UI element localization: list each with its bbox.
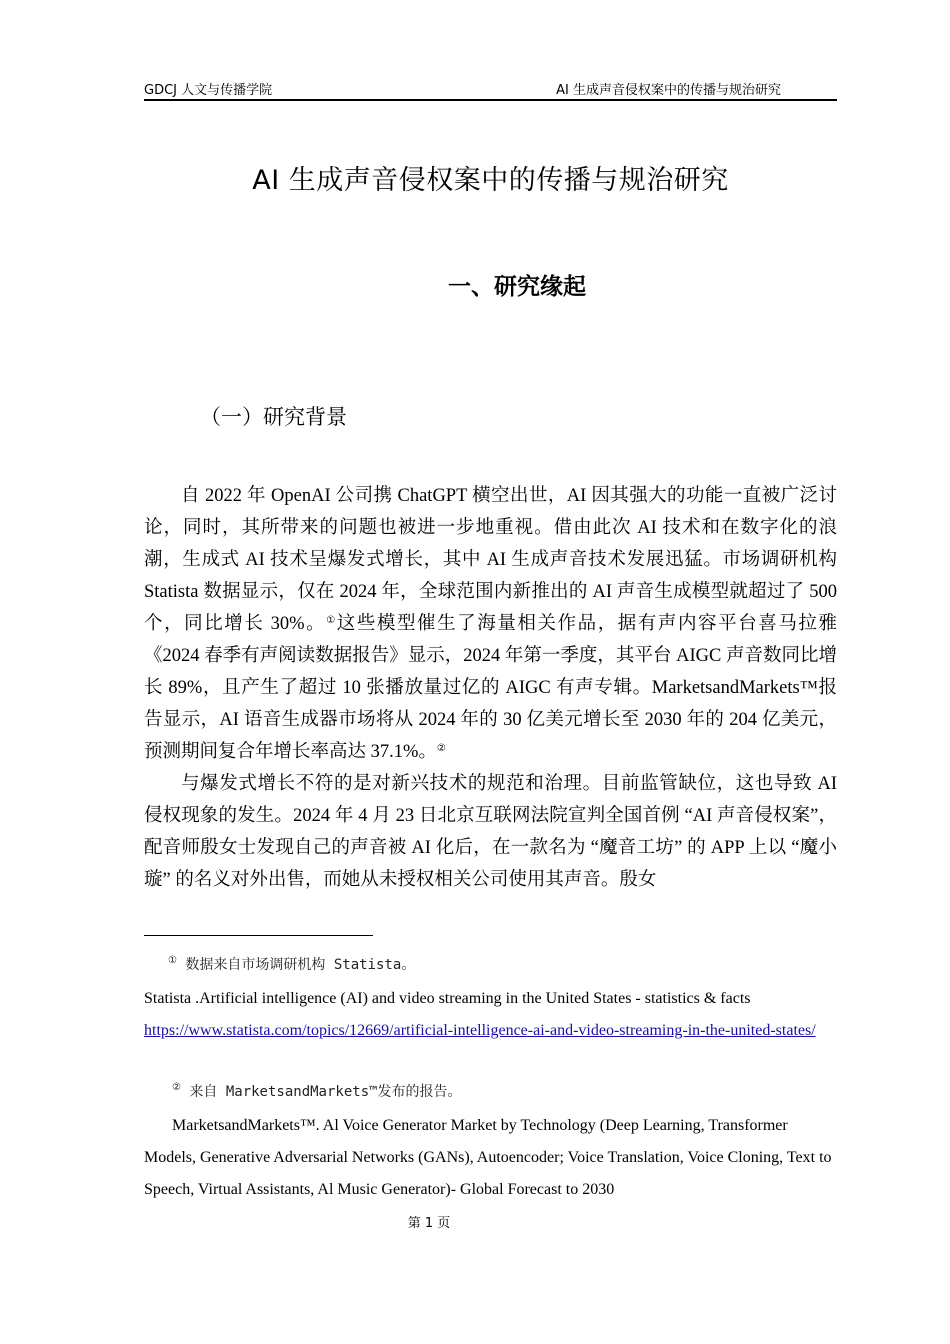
header-left: GDCJ 人文与传播学院 <box>144 83 273 98</box>
page-number: 第 1 页 <box>407 1216 451 1231</box>
footnote-ref-2[interactable]: ② <box>436 743 446 754</box>
footnote-1: ① 数据来自市场调研机构 Statista。 Statista .Artificial intelligence (AI) and video streaming in the United States - statistics & facts https://www.statista.com/topics/12669/artificial-intelligence-ai-and-video-streaming-in-the-united-states/ <box>144 955 816 1039</box>
footnote-2: ② 来自 MarketsandMarkets™发布的报告。 MarketsandMarkets™. Al Voice Generator Market by Technology (Deep Learning, Transformer Models, Generative Adversarial Networks (GANs), Autoencoder; Voice Translation, Voice Cloning, Text to Speech, Virtual Assistants, Al Music Generator)- Global Forecast to 2030 <box>144 1082 832 1198</box>
paragraph-2: 与爆发式增长不符的是对新兴技术的规范和治理。目前监管缺位，这也导致 AI 侵权现象的发生。2024 年 4 月 23 日北京互联网法院宣判全国首例 “AI 声音侵权案”，配音师殷女士发现自己的声音被 AI 化后，在一款名为 “魔音工坊” 的 APP 上以 “魔小璇” 的名义对外出售，而她从未授权相关公司使用其声音。殷女 <box>144 774 837 890</box>
running-header <box>144 79 837 101</box>
section-heading: 一、研究缘起 <box>448 274 586 300</box>
paragraph-1: 自 2022 年 OpenAI 公司携 ChatGPT 横空出世，AI 因其强大的功能一直被广泛讨论，同时，其所带来的问题也被进一步地重视。借由此次 AI 技术和在数字化的浪潮，生成式 AI 技术呈爆发式增长，其中 AI 生成声音技术发展迅猛。市场调研机构 Statista 数据显示，仅在 2024 年，全球范围内新推出的 AI 声音生成模型就超过了 500 个，同比增长 30%。①这些模型催生了海量相关作品，据有声内容平台喜马拉雅《2024 春季有声阅读数据报告》显示，2024 年第一季度，其平台 AIGC 声音数同比增长 89%，且产生了超过 10 张播放量过亿的 AIGC 有声专辑。MarketsandMarkets™报告显示，AI 语音生成器市场将从 2024 年的 30 亿美元增长至 2030 年的 204 亿美元，预测期间复合年增长率高达 37.1%。② <box>144 486 837 762</box>
subsection-heading: （一）研究背景 <box>200 405 347 429</box>
body-text <box>144 480 837 896</box>
footnote-ref-1[interactable]: ① <box>326 615 337 626</box>
footnote-separator <box>144 935 373 936</box>
document-title: AI 生成声音侵权案中的传播与规治研究 <box>252 165 729 196</box>
header-right: AI 生成声音侵权案中的传播与规治研究 <box>556 83 781 98</box>
statista-link[interactable]: https://www.statista.com/topics/12669/artificial-intelligence-ai-and-video-streaming-in-the-united-states/ <box>144 1022 816 1039</box>
header-rule <box>144 99 837 101</box>
